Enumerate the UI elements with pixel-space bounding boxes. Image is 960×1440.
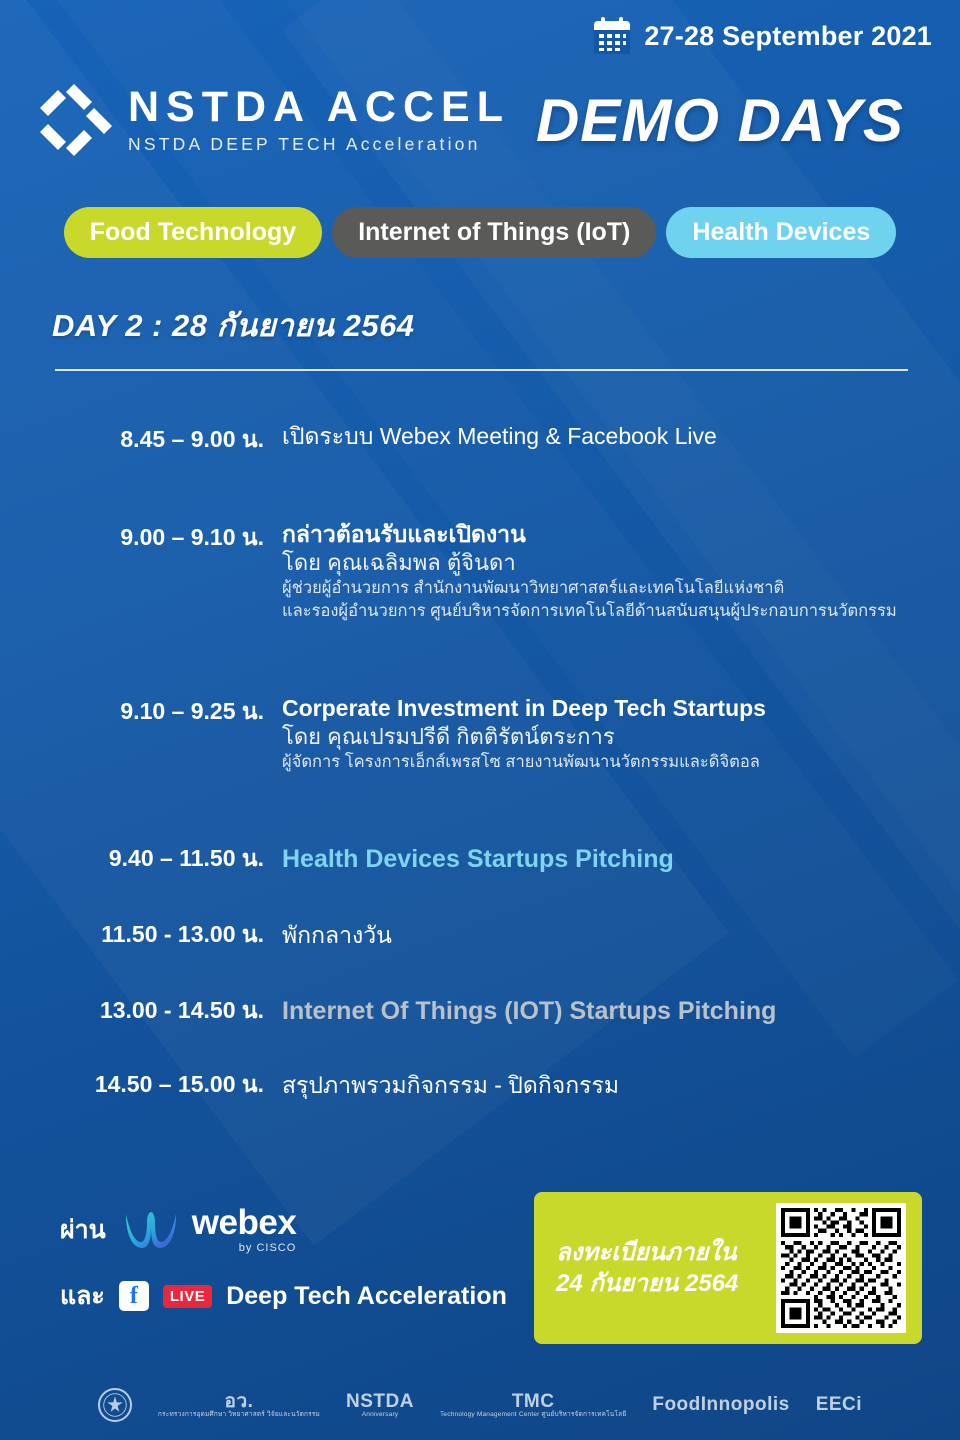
- broadcast-facebook: [60, 1276, 530, 1316]
- brand-name: NSTDA ACCEL: [128, 82, 510, 131]
- partner-sub: Anniversary: [361, 1410, 399, 1418]
- schedule-time: 9.10 – 9.25 น.: [120, 697, 264, 724]
- schedule-row: [0, 422, 960, 458]
- schedule-desc: [282, 422, 930, 451]
- schedule-title: พักกลางวัน: [282, 922, 392, 949]
- schedule-row: [0, 917, 960, 953]
- schedule-desc: [282, 1071, 930, 1100]
- event-date: [592, 16, 932, 56]
- schedule-desc: [282, 921, 930, 950]
- webex-wordmark: [192, 1205, 297, 1254]
- schedule-row: [0, 993, 960, 1029]
- schedule-desc: [282, 520, 930, 622]
- register-line-1: ลงทะเบียนภายใน: [556, 1238, 737, 1266]
- schedule-title: เปิดระบบ Webex Meeting & Facebook Live: [282, 423, 717, 449]
- pill-health-devices[interactable]: Health Devices: [666, 207, 896, 258]
- demo-days-title: DEMO DAYS: [535, 86, 904, 154]
- live-badge: LIVE: [163, 1285, 212, 1308]
- schedule-title: Health Devices Startups Pitching: [282, 844, 674, 873]
- broadcast-webex: [60, 1205, 530, 1254]
- qr-code[interactable]: [776, 1203, 906, 1333]
- schedule-desc: [282, 997, 930, 1026]
- schedule-time: 9.00 – 9.10 น.: [120, 524, 264, 550]
- partner-foodinnopolis: [652, 1395, 789, 1415]
- title-divider: [55, 369, 908, 371]
- schedule-time: 9.40 – 11.50 น.: [108, 845, 264, 872]
- nstda-accel-mark-icon: [36, 78, 120, 162]
- schedule-title: กล่าวต้อนรับและเปิดงาน: [282, 521, 526, 547]
- broadcast-via-label: ผ่าน: [60, 1215, 106, 1244]
- partner-ministry-seal: [98, 1388, 132, 1422]
- schedule-row: [0, 694, 960, 774]
- brand-tagline: NSTDA DEEP TECH Acceleration: [128, 134, 481, 155]
- partner-sub: Technology Management Center ศูนย์บริหารจัดการเทคโนโลยี: [439, 1410, 627, 1418]
- event-date-text: 27-28 September 2021: [644, 20, 932, 51]
- schedule-time: 13.00 - 14.50 น.: [99, 997, 264, 1024]
- partner-name: FoodInnopolis: [652, 1394, 790, 1416]
- partner-name: EECi: [815, 1394, 863, 1416]
- facebook-icon[interactable]: f: [119, 1281, 149, 1311]
- partner-logos: [0, 1388, 960, 1422]
- partner-nstda: [346, 1392, 414, 1419]
- day-title: DAY 2 : 28 กันยายน 2564: [52, 308, 415, 343]
- webex-logo: [120, 1205, 297, 1254]
- partner-name: NSTDA: [346, 1390, 414, 1412]
- schedule-speaker: โดย คุณเปรมปรีดี กิตติรัตน์ตระการ: [282, 723, 615, 749]
- webex-by-cisco: by CISCO: [238, 1242, 297, 1254]
- schedule-time: 14.50 – 15.00 น.: [94, 1071, 264, 1098]
- pill-food-technology[interactable]: Food Technology: [64, 207, 322, 258]
- brand-header: [36, 78, 930, 162]
- webex-icon: [120, 1208, 182, 1252]
- schedule-title: สรุปภาพรวมกิจกรรม - ปิดกิจกรรม: [282, 1072, 620, 1099]
- schedule-row: [0, 520, 960, 622]
- partner-eeci: [816, 1395, 862, 1415]
- broadcast-info: [60, 1205, 530, 1316]
- schedule-time: 8.45 – 9.00 น.: [120, 426, 264, 452]
- register-line-2: 24 กันยายน 2564: [556, 1270, 739, 1297]
- register-text: [550, 1237, 776, 1299]
- facebook-page-name[interactable]: Deep Tech Acceleration: [226, 1281, 507, 1310]
- schedule-row: [0, 1067, 960, 1103]
- schedule-role-line-1: ผู้ช่วยผู้อำนวยการ สำนักงานพัฒนาวิทยาศาสตร์และเทคโนโลยีแห่งชาติ: [282, 579, 785, 598]
- pill-internet-of-things[interactable]: Internet of Things (IoT): [332, 207, 656, 258]
- broadcast-and-label: และ: [60, 1282, 105, 1310]
- category-pills: [10, 207, 950, 258]
- brand-lockup: [128, 82, 510, 155]
- schedule-desc: [282, 694, 930, 774]
- schedule-speaker: โดย คุณเฉลิมพล ตู้จินดา: [282, 549, 516, 575]
- schedule-title: Internet Of Things (IOT) Startups Pitching: [282, 996, 777, 1025]
- schedule-row: [0, 841, 960, 877]
- calendar-icon: [592, 16, 632, 56]
- partner-mhesi: [158, 1392, 320, 1419]
- webex-name: webex: [191, 1203, 297, 1242]
- partner-sub: กระทรวงการอุดมศึกษา วิทยาศาสตร์ วิจัยและนวัตกรรม: [157, 1410, 321, 1418]
- partner-tmc: [440, 1392, 626, 1419]
- schedule-list: [0, 404, 960, 1103]
- register-box[interactable]: [534, 1192, 922, 1344]
- ministry-seal-icon: [98, 1388, 132, 1422]
- partner-name: TMC: [511, 1390, 555, 1412]
- schedule-role-line-2: และรองผู้อำนวยการ ศูนย์บริหารจัดการเทคโนโลยีด้านสนับสนุนผู้ประกอบการนวัตกรรม: [282, 601, 897, 620]
- schedule-title: Corperate Investment in Deep Tech Startups: [282, 694, 766, 721]
- schedule-desc: [282, 845, 930, 874]
- schedule-role-line-1: ผู้จัดการ โครงการเอ็กส์เพรสโซ สายงานพัฒนานวัตกรรมและดิจิตอล: [282, 753, 760, 772]
- partner-name: อว.: [224, 1390, 254, 1412]
- schedule-time: 11.50 - 13.00 น.: [101, 921, 264, 948]
